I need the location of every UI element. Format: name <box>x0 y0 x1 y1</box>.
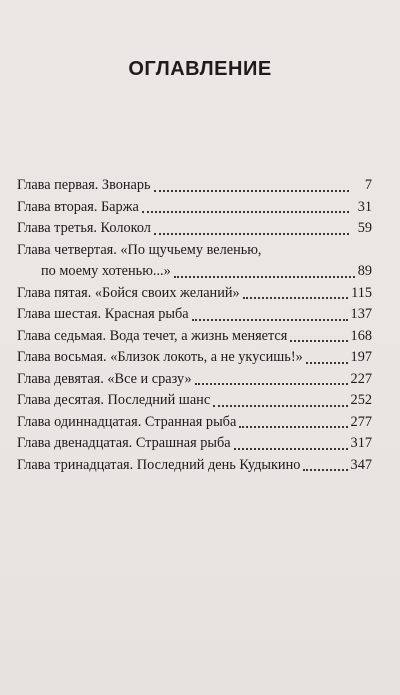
dot-leader <box>154 232 349 235</box>
dot-leader <box>234 447 348 450</box>
toc-entry-page: 347 <box>350 456 372 473</box>
toc-entry-page: 115 <box>351 284 372 301</box>
toc-entry-page: 197 <box>350 349 372 365</box>
toc-entry-label: Глава тринадцатая. Последний день Кудыкино <box>17 456 301 473</box>
toc-entry-label: Глава десятая. Последний шанс <box>17 392 211 408</box>
toc-entry-page: 252 <box>350 392 372 408</box>
dot-leader <box>213 404 347 407</box>
toc-entry-label: Глава двенадцатая. Страшная рыба <box>17 435 231 451</box>
toc-entry-page: 277 <box>350 413 372 430</box>
toc-entry-page: 227 <box>350 370 372 387</box>
dot-leader <box>306 361 348 364</box>
toc-entry-page: 7 <box>364 177 372 193</box>
table-of-contents <box>17 175 372 476</box>
toc-entry-label: Глава пятая. «Бойся своих желаний» <box>17 284 240 301</box>
dot-leader <box>195 382 348 385</box>
page-title: ОГЛАВЛЕНИЕ <box>128 58 272 80</box>
toc-entry-9 <box>17 369 372 391</box>
dot-leader <box>174 275 355 278</box>
toc-entry-page: 59 <box>357 220 372 236</box>
toc-entry-13 <box>17 455 372 477</box>
toc-entry-label-continued: по моему хотенью...» <box>41 263 171 279</box>
toc-entry-label: Глава первая. Звонарь <box>17 177 151 193</box>
toc-entry-12 <box>17 433 372 455</box>
toc-entry-5 <box>17 283 372 305</box>
toc-entry-label: Глава вторая. Баржа <box>17 198 139 215</box>
toc-entry-page: 89 <box>357 263 372 279</box>
toc-entry-label: Глава четвертая. «По щучьему веленью, <box>17 241 262 258</box>
toc-entry-label: Глава восьмая. «Близок локоть, а не укусишь!» <box>17 349 303 365</box>
toc-entry-page: 31 <box>357 198 372 215</box>
toc-entry-11 <box>17 412 372 434</box>
toc-entry-label: Глава шестая. Красная рыба <box>17 306 189 322</box>
dot-leader <box>303 468 347 471</box>
toc-entry-6 <box>17 304 372 326</box>
dot-leader <box>239 425 347 428</box>
dot-leader <box>243 296 348 299</box>
toc-entry-page: 317 <box>350 435 372 451</box>
toc-entry-8 <box>17 347 372 369</box>
toc-entry-label: Глава одиннадцатая. Странная рыба <box>17 413 237 430</box>
toc-entry-1 <box>17 175 372 197</box>
toc-entry-label: Глава девятая. «Все и сразу» <box>17 370 192 387</box>
toc-entry-4 <box>17 240 372 283</box>
toc-entry-label: Глава третья. Колокол <box>17 220 151 236</box>
dot-leader <box>192 318 348 321</box>
dot-leader <box>154 189 349 192</box>
toc-entry-2 <box>17 197 372 219</box>
toc-entry-page: 137 <box>350 306 372 322</box>
toc-entry-10 <box>17 390 372 412</box>
toc-entry-page: 168 <box>350 327 372 344</box>
toc-entry-label: Глава седьмая. Вода течет, а жизнь меняется <box>17 327 288 344</box>
dot-leader <box>142 210 349 213</box>
toc-entry-3 <box>17 218 372 240</box>
toc-entry-7 <box>17 326 372 348</box>
dot-leader <box>290 339 347 342</box>
